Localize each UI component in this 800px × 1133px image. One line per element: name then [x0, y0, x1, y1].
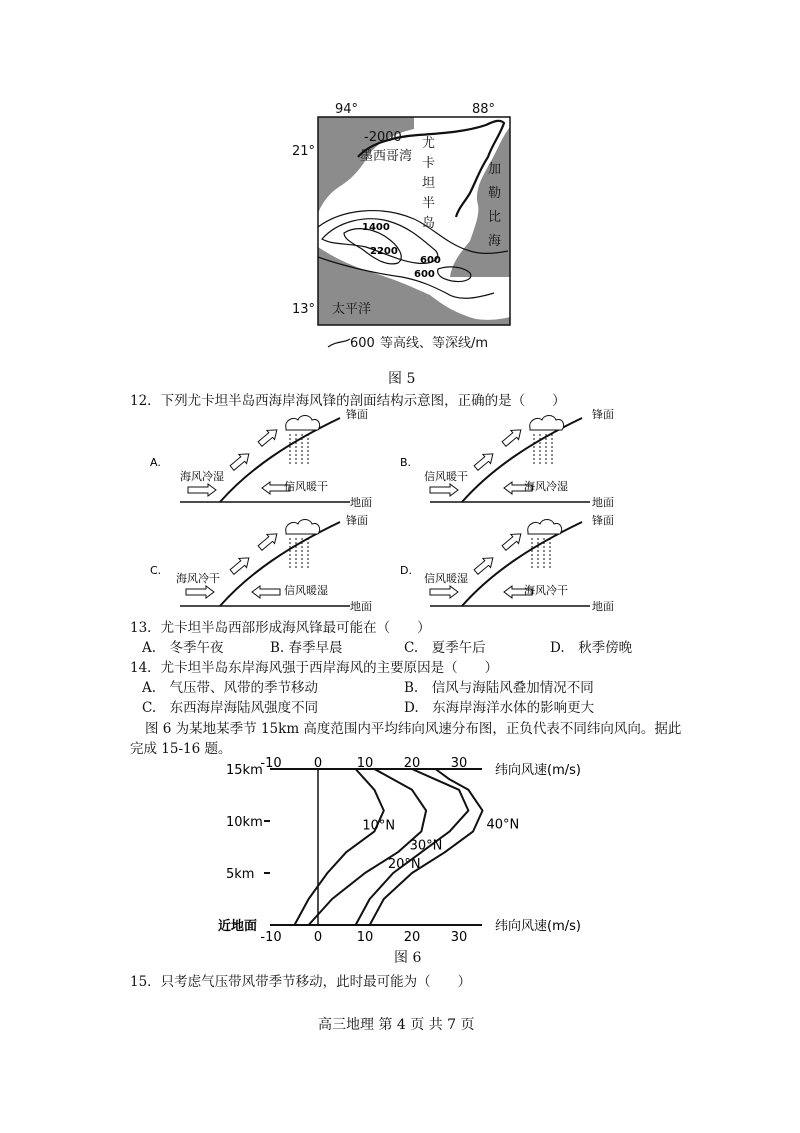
svg-text:信风暖湿: 信风暖湿: [284, 584, 328, 597]
svg-text:B.: B.: [400, 456, 412, 469]
svg-text:锋面: 锋面: [346, 514, 368, 527]
q12-option-a[interactable]: [150, 408, 372, 509]
q13-option-c[interactable]: C. 夏季午后: [404, 640, 486, 656]
lat-top-label: 21°: [292, 144, 316, 159]
q14-option-d[interactable]: D. 东海岸海洋水体的影响更大: [404, 700, 595, 716]
svg-text:信风暖干: 信风暖干: [284, 480, 328, 493]
figure6-caption: 图 6: [394, 950, 422, 966]
svg-text:锋面: 锋面: [592, 408, 614, 421]
q12-option-d[interactable]: [400, 513, 614, 613]
lon-right-label: 88°: [472, 102, 496, 117]
intro-line-1: 图 6 为某地某季节 15km 高度范围内平均纬向风速分布图，正负代表不同纬向风向。据此: [145, 721, 682, 737]
bottom-tick-label: 10: [356, 930, 374, 945]
svg-text:海风冷干: 海风冷干: [176, 572, 220, 585]
q12-option-b[interactable]: [400, 408, 614, 509]
contour-600a-label: 600: [420, 255, 441, 266]
bottom-tick-label: -10: [260, 930, 282, 945]
svg-text:半: 半: [422, 196, 436, 211]
top-tick-label: 30: [450, 756, 468, 771]
q14-option-b[interactable]: B. 信风与海陆风叠加情况不同: [404, 680, 594, 696]
svg-text:岛: 岛: [422, 216, 436, 231]
svg-text:D.: D.: [400, 564, 412, 577]
contour-1400-label: 1400: [362, 222, 390, 233]
legend-text: 等高线、等深线/m: [380, 336, 489, 351]
svg-text:卡: 卡: [422, 156, 436, 171]
svg-text:地面: 地面: [592, 600, 614, 613]
q13-option-b[interactable]: B. 春季早晨: [270, 640, 343, 656]
figure6-chart: [210, 755, 590, 945]
q12-stem: 12．下列尤卡坦半岛西海岸海风锋的剖面结构示意图，正确的是（ ）: [130, 393, 566, 409]
top-axis-label: 纬向风速(m/s): [495, 763, 581, 778]
q15-stem: 15．只考虑气压带风带季节移动，此时最可能为（ ）: [130, 974, 472, 990]
caribbean-sea-area: [450, 127, 510, 277]
q12-diagrams: [150, 408, 640, 618]
svg-text:坦: 坦: [422, 176, 436, 191]
svg-text:比: 比: [488, 210, 502, 225]
bottom-tick-label: 20: [403, 930, 421, 945]
series-line-0: [295, 769, 384, 925]
q14-stem: 14．尤卡坦半岛东岸海风强于西岸海风的主要原因是（ ）: [130, 660, 499, 676]
peninsula-label: [422, 135, 435, 231]
top-tick-label: 0: [313, 756, 323, 771]
q12-option-c[interactable]: [150, 513, 372, 613]
contour-2200-label: 2200: [370, 246, 398, 257]
top-tick-label: 10: [356, 756, 374, 771]
depth-label: -2000: [364, 130, 402, 145]
svg-text:勒: 勒: [488, 186, 502, 201]
svg-text:海风冷湿: 海风冷湿: [524, 480, 568, 493]
svg-text:海风冷干: 海风冷干: [524, 584, 568, 597]
lat-bottom-label: 13°: [292, 302, 316, 317]
legend-value: 600: [350, 336, 375, 351]
series-label: 40°N: [486, 817, 520, 833]
top-tick-label: 20: [403, 756, 421, 771]
svg-text:地面: 地面: [350, 496, 372, 509]
svg-text:地面: 地面: [592, 496, 614, 509]
svg-text:加: 加: [488, 162, 502, 177]
lon-left-label: 94°: [335, 102, 359, 117]
height-label: 15km: [226, 763, 263, 778]
svg-text:海: 海: [488, 234, 502, 249]
bottom-axis-label: 纬向风速(m/s): [495, 919, 581, 934]
svg-text:尤: 尤: [422, 136, 436, 151]
height-label: 近地面: [218, 919, 258, 934]
contour-600b-label: 600: [414, 269, 435, 280]
pacific-label: 太平洋: [332, 302, 372, 317]
svg-text:地面: 地面: [350, 600, 372, 613]
svg-text:锋面: 锋面: [592, 514, 614, 527]
series-label: 20°N: [387, 857, 421, 873]
bottom-tick-label: 0: [313, 930, 323, 945]
height-label: 5km: [226, 867, 255, 882]
svg-text:信风暖湿: 信风暖湿: [424, 572, 468, 585]
page-footer: 高三地理 第 4 页 共 7 页: [318, 1017, 475, 1033]
q13-option-d[interactable]: D. 秋季傍晚: [550, 640, 633, 656]
svg-text:海风冷湿: 海风冷湿: [180, 470, 224, 483]
q14-option-c[interactable]: C. 东西海岸海陆风强度不同: [142, 700, 319, 716]
svg-text:锋面: 锋面: [346, 408, 368, 421]
q13-option-a[interactable]: A. 冬季午夜: [142, 640, 224, 656]
figure5-map: [290, 95, 530, 355]
svg-text:C.: C.: [150, 564, 162, 577]
svg-text:信风暖干: 信风暖干: [424, 470, 468, 483]
svg-text:A.: A.: [150, 456, 161, 469]
bottom-tick-label: 30: [450, 930, 468, 945]
series-label: 30°N: [409, 838, 443, 854]
q13-stem: 13．尤卡坦半岛西部形成海风锋最可能在（ ）: [130, 620, 431, 636]
intro-line-2: 完成 15-16 题。: [130, 741, 232, 757]
series-label: 10°N: [362, 818, 396, 834]
height-label: 10km: [226, 815, 263, 830]
legend-line-icon: [328, 339, 350, 347]
gulf-label: 墨西哥湾: [360, 149, 413, 164]
figure5-caption: 图 5: [388, 371, 416, 387]
q14-option-a[interactable]: A. 气压带、风带的季节移动: [142, 680, 319, 696]
top-tick-label: -10: [260, 756, 282, 771]
